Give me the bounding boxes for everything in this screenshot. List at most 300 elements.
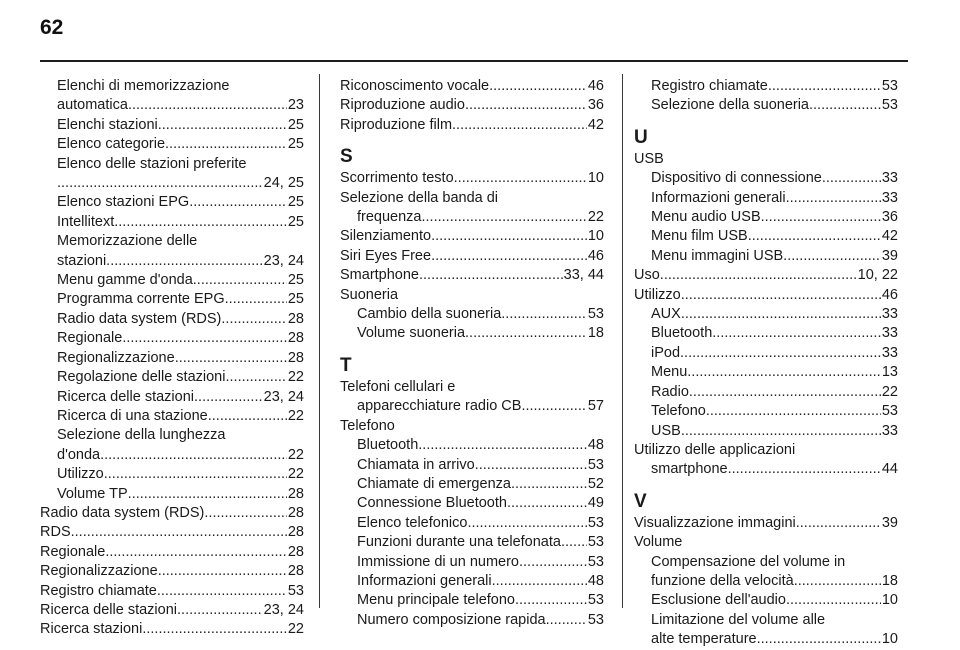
page-number: 62 xyxy=(40,16,64,39)
index-entry xyxy=(340,169,604,188)
column-divider xyxy=(319,74,320,608)
dot-leader xyxy=(561,533,587,552)
page-reference: 10 xyxy=(587,170,604,187)
dot-leader xyxy=(142,620,287,639)
index-term: Volume TP xyxy=(57,485,128,502)
index-entry xyxy=(340,227,604,246)
dot-leader xyxy=(106,252,263,271)
index-entry-line xyxy=(40,252,304,271)
page-reference: 25 xyxy=(287,116,304,133)
index-entry xyxy=(634,533,898,552)
index-entry-line xyxy=(40,368,304,387)
index-entry-line xyxy=(340,208,604,227)
dot-leader xyxy=(165,135,287,154)
dot-leader xyxy=(193,271,287,290)
index-entry xyxy=(340,96,604,115)
page-reference: 53 xyxy=(587,534,604,551)
page-reference: 24, 25 xyxy=(263,175,304,192)
page-reference: 23, 24 xyxy=(263,601,304,618)
page-reference: 22 xyxy=(287,407,304,424)
index-term: Scorrimento testo xyxy=(340,170,454,187)
index-term: Uso xyxy=(634,267,660,284)
page-reference: 46 xyxy=(881,286,898,303)
index-entry xyxy=(40,213,304,232)
section-letter: S xyxy=(340,146,353,168)
index-entry-line xyxy=(634,208,898,227)
index-entry xyxy=(340,494,604,513)
dot-leader xyxy=(128,485,287,504)
dot-leader xyxy=(507,494,587,513)
dot-leader xyxy=(689,383,881,402)
index-entry xyxy=(40,290,304,309)
dot-leader xyxy=(467,514,586,533)
dot-leader xyxy=(158,116,287,135)
page-reference: 52 xyxy=(587,475,604,492)
index-entry-line xyxy=(340,227,604,246)
index-term: Dispositivo di connessione xyxy=(651,170,822,187)
dot-leader xyxy=(681,286,881,305)
index-term: Memorizzazione delle xyxy=(57,233,198,250)
page-reference: 33 xyxy=(881,325,898,342)
index-entry xyxy=(40,310,304,329)
index-entry xyxy=(634,402,898,421)
index-entry xyxy=(340,247,604,266)
index-term: Selezione della suoneria xyxy=(651,97,809,114)
index-entry-line xyxy=(340,77,604,96)
index-entry-line xyxy=(40,77,304,96)
index-term: Bluetooth xyxy=(357,437,419,454)
index-entry xyxy=(634,611,898,650)
dot-leader xyxy=(519,553,587,572)
index-term: Registro chiamate xyxy=(651,78,768,94)
index-term: Riproduzione film xyxy=(340,116,453,133)
index-term: Elenco categorie xyxy=(57,136,166,153)
index-entry xyxy=(40,504,304,523)
page-reference: 33 xyxy=(881,306,898,323)
index-term: Volume suoneria xyxy=(357,325,466,342)
index-entry-line xyxy=(634,266,898,285)
dot-leader xyxy=(768,77,881,96)
page-reference: 36 xyxy=(587,97,604,114)
page-reference: 23, 24 xyxy=(263,388,304,405)
index-term: Utilizzo xyxy=(634,286,681,303)
index-entry xyxy=(634,208,898,227)
index-entry-line xyxy=(634,422,898,441)
index-entry-line xyxy=(340,591,604,610)
dot-leader xyxy=(221,310,286,329)
dot-leader xyxy=(465,324,587,343)
page-reference: 42 xyxy=(881,228,898,245)
dot-leader xyxy=(177,601,263,620)
index-entry xyxy=(40,543,304,562)
index-entry-line xyxy=(40,193,304,212)
index-entry-line xyxy=(340,572,604,591)
dot-leader xyxy=(454,169,587,188)
index-entry xyxy=(40,193,304,212)
index-entry xyxy=(634,324,898,343)
header-rule xyxy=(40,60,908,62)
index-entry-line xyxy=(40,174,304,193)
index-entry-line xyxy=(40,349,304,368)
index-entry-line xyxy=(40,582,304,601)
index-entry-line xyxy=(340,247,604,266)
index-entry xyxy=(340,456,604,475)
page-reference: 53 xyxy=(287,582,304,599)
index-term: Elenco stazioni EPG xyxy=(57,194,190,211)
index-entry-line xyxy=(340,324,604,343)
index-entry xyxy=(40,232,304,271)
index-entry xyxy=(340,572,604,591)
dot-leader xyxy=(511,475,587,494)
index-term: Informazioni generali xyxy=(651,189,786,206)
dot-leader xyxy=(128,96,287,115)
index-entry-line xyxy=(340,305,604,324)
index-entry xyxy=(340,475,604,494)
index-entry xyxy=(40,426,304,465)
index-entry xyxy=(340,77,604,96)
index-entry xyxy=(634,514,898,533)
index-entry-line xyxy=(634,553,898,572)
index-term: Informazioni generali xyxy=(357,572,492,589)
index-entry xyxy=(634,169,898,188)
index-entry-line xyxy=(340,417,604,436)
index-entry-line xyxy=(634,611,898,630)
dot-leader xyxy=(419,266,563,285)
index-entry-line xyxy=(634,460,898,479)
index-entry-line xyxy=(634,324,898,343)
page-reference: 13 xyxy=(881,364,898,381)
index-term: AUX xyxy=(651,306,681,323)
index-entry-line xyxy=(40,465,304,484)
dot-leader xyxy=(104,465,287,484)
page-reference: 53 xyxy=(587,456,604,473)
dot-leader xyxy=(225,290,287,309)
index-term: Menu film USB xyxy=(651,228,748,245)
index-column-1 xyxy=(40,77,304,640)
index-entry xyxy=(634,553,898,592)
index-entry-line xyxy=(40,290,304,309)
index-entry-line xyxy=(634,572,898,591)
index-entry xyxy=(634,441,898,480)
index-term: automatica xyxy=(57,97,128,114)
index-term: Programma corrente EPG xyxy=(57,291,225,308)
index-entry-line xyxy=(40,426,304,445)
index-term: Menu principale telefono xyxy=(357,592,515,609)
index-term: Regolazione delle stazioni xyxy=(57,369,226,386)
index-entry-line xyxy=(634,363,898,382)
index-entry xyxy=(340,436,604,455)
index-entry-line xyxy=(634,169,898,188)
dot-leader xyxy=(204,504,286,523)
index-entry-line xyxy=(634,189,898,208)
index-entry-line xyxy=(634,441,898,460)
page-reference: 10 xyxy=(881,631,898,648)
page-reference: 23, 24 xyxy=(263,252,304,269)
index-entry-line xyxy=(634,591,898,610)
index-term: Volume xyxy=(634,534,683,551)
index-entry-line xyxy=(634,286,898,305)
section-letter: U xyxy=(634,126,648,148)
index-entry xyxy=(40,116,304,135)
page-reference: 53 xyxy=(881,97,898,114)
index-term: Utilizzo delle applicazioni xyxy=(634,441,796,458)
dot-leader xyxy=(225,368,286,387)
page-reference: 57 xyxy=(587,398,604,415)
index-entry xyxy=(634,383,898,402)
index-term: Chiamate di emergenza xyxy=(357,475,511,492)
dot-leader xyxy=(521,397,586,416)
index-entry-line xyxy=(40,562,304,581)
dot-leader xyxy=(712,324,881,343)
index-entry xyxy=(634,305,898,324)
index-entry xyxy=(40,388,304,407)
index-term: Suoneria xyxy=(340,286,399,303)
index-entry-line xyxy=(340,286,604,305)
index-entry-line xyxy=(340,456,604,475)
index-term: apparecchiature radio CB xyxy=(357,398,522,415)
dot-leader xyxy=(728,460,881,479)
page-reference: 28 xyxy=(287,563,304,580)
page-reference: 25 xyxy=(287,291,304,308)
index-entry-line xyxy=(40,407,304,426)
dot-leader xyxy=(757,630,881,649)
index-term: Regionalizzazione xyxy=(57,349,175,366)
index-term: Bluetooth xyxy=(651,325,713,342)
index-term: Radio data system (RDS) xyxy=(57,310,222,327)
index-term: smartphone xyxy=(651,461,728,478)
index-entry xyxy=(340,514,604,533)
index-entry-line xyxy=(40,213,304,232)
index-entry xyxy=(40,485,304,504)
index-entry-line xyxy=(634,247,898,266)
index-entry-line xyxy=(40,388,304,407)
index-entry-line xyxy=(634,344,898,363)
index-entry xyxy=(40,155,304,194)
index-entry-line xyxy=(40,135,304,154)
page-reference: 53 xyxy=(881,78,898,94)
page-reference: 22 xyxy=(287,466,304,483)
page-reference: 22 xyxy=(587,209,604,226)
index-entry xyxy=(340,378,604,417)
index-term: Compensazione del volume in xyxy=(651,553,846,570)
index-entry-line xyxy=(340,553,604,572)
index-entry-line xyxy=(634,533,898,552)
index-entry-line xyxy=(634,227,898,246)
index-term: funzione della velocità xyxy=(651,572,794,589)
index-entry xyxy=(340,286,604,305)
index-term: Ricerca stazioni xyxy=(40,621,143,638)
dot-leader xyxy=(194,388,263,407)
dot-leader xyxy=(452,116,587,135)
dot-leader xyxy=(475,456,587,475)
page-reference: 36 xyxy=(881,209,898,226)
index-entry xyxy=(340,189,604,228)
index-entry xyxy=(40,523,304,542)
index-term: stazioni xyxy=(57,252,107,269)
index-entry-line xyxy=(40,523,304,542)
index-entry xyxy=(634,591,898,610)
page-reference: 53 xyxy=(881,403,898,420)
dot-leader xyxy=(158,562,287,581)
index-entry-line xyxy=(340,189,604,208)
dot-leader xyxy=(660,266,857,285)
index-entry-line xyxy=(634,383,898,402)
index-entry xyxy=(40,407,304,426)
index-entry xyxy=(340,266,604,285)
page-reference: 44 xyxy=(881,461,898,478)
dot-leader xyxy=(748,227,881,246)
index-entry xyxy=(634,189,898,208)
index-term: Intellitext xyxy=(57,213,115,230)
index-entry-line xyxy=(40,232,304,251)
index-term: Elenco delle stazioni preferite xyxy=(57,155,247,172)
index-term: Elenco telefonico xyxy=(357,514,468,531)
dot-leader xyxy=(501,305,587,324)
index-term: USB xyxy=(651,422,681,439)
dot-leader xyxy=(786,591,881,610)
index-term: RDS xyxy=(40,524,71,541)
index-entry-line xyxy=(40,116,304,135)
index-term: Silenziamento xyxy=(340,228,432,245)
page-reference: 10 xyxy=(881,592,898,609)
index-term: Menu audio USB xyxy=(651,209,761,226)
page-reference: 28 xyxy=(287,485,304,502)
index-entry xyxy=(634,266,898,285)
page-reference: 33 xyxy=(881,344,898,361)
page-reference: 28 xyxy=(287,349,304,366)
page-reference: 28 xyxy=(287,524,304,541)
index-entry-line xyxy=(40,310,304,329)
dot-leader xyxy=(786,189,881,208)
index-term: Regionale xyxy=(40,543,106,560)
index-term: Telefono xyxy=(340,417,395,434)
index-term: Registro chiamate xyxy=(40,582,157,599)
page-reference: 18 xyxy=(881,572,898,589)
index-term: Menu xyxy=(651,364,688,381)
index-term: Chiamata in arrivo xyxy=(357,456,475,473)
index-term: USB xyxy=(634,150,664,167)
dot-leader xyxy=(680,344,881,363)
index-entry xyxy=(40,135,304,154)
dot-leader xyxy=(422,208,587,227)
page-reference: 33 xyxy=(881,170,898,187)
index-entry-line xyxy=(340,611,604,630)
page-reference: 33, 44 xyxy=(563,267,604,284)
index-entry-line xyxy=(634,77,898,96)
index-term: Esclusione dell'audio xyxy=(651,592,786,609)
dot-leader xyxy=(492,572,587,591)
index-entry xyxy=(340,305,604,324)
page-reference: 28 xyxy=(287,330,304,347)
dot-leader xyxy=(114,213,287,232)
index-term: Limitazione del volume alle xyxy=(651,611,826,628)
index-entry-line xyxy=(40,155,304,174)
index-entry xyxy=(40,77,304,116)
page-reference: 53 xyxy=(587,306,604,323)
dot-leader xyxy=(465,96,587,115)
column-divider xyxy=(622,74,623,608)
dot-leader xyxy=(57,174,263,193)
section-letter: T xyxy=(340,354,352,376)
page-reference: 22 xyxy=(287,621,304,638)
page-reference: 25 xyxy=(287,213,304,230)
dot-leader xyxy=(681,305,881,324)
dot-leader xyxy=(546,611,587,630)
page-reference: 48 xyxy=(587,572,604,589)
index-term: Ricerca delle stazioni xyxy=(57,388,195,405)
page-reference: 46 xyxy=(587,247,604,264)
index-entry-line xyxy=(340,436,604,455)
index-entry xyxy=(340,417,604,436)
index-entry-line xyxy=(40,543,304,562)
index-term: Menu immagini USB xyxy=(651,247,784,264)
dot-leader xyxy=(796,514,881,533)
page-reference: 22 xyxy=(881,383,898,400)
index-column-3 xyxy=(634,77,898,650)
index-term: Riproduzione audio xyxy=(340,97,465,114)
index-entry-line xyxy=(340,96,604,115)
index-entry-line xyxy=(340,169,604,188)
page-reference: 42 xyxy=(587,116,604,133)
index-entry-line xyxy=(340,475,604,494)
index-entry xyxy=(340,553,604,572)
index-term: Radio data system (RDS) xyxy=(40,504,205,521)
index-term: Ricerca di una stazione xyxy=(57,407,208,424)
dot-leader xyxy=(189,193,287,212)
page-reference: 25 xyxy=(287,272,304,289)
index-term: d'onda xyxy=(57,446,101,463)
index-entry xyxy=(40,349,304,368)
index-term: Numero composizione rapida xyxy=(357,611,546,628)
index-entry xyxy=(40,271,304,290)
index-entry-line xyxy=(340,378,604,397)
page-reference: 23 xyxy=(287,97,304,114)
index-entry-line xyxy=(340,494,604,513)
page-reference: 25 xyxy=(287,136,304,153)
page-reference: 48 xyxy=(587,437,604,454)
index-entry xyxy=(634,77,898,96)
index-entry-line xyxy=(340,533,604,552)
index-entry xyxy=(634,286,898,305)
index-term: Visualizzazione immagini xyxy=(634,514,796,531)
index-entry xyxy=(634,344,898,363)
page-reference: 28 xyxy=(287,504,304,521)
index-term: Regionale xyxy=(57,330,123,347)
dot-leader xyxy=(122,329,287,348)
index-entry-line xyxy=(634,150,898,169)
page-reference: 53 xyxy=(587,553,604,570)
index-entry-line xyxy=(40,271,304,290)
index-entry-line xyxy=(40,329,304,348)
index-term: Elenchi stazioni xyxy=(57,116,158,133)
dot-leader xyxy=(515,591,587,610)
index-entry xyxy=(340,611,604,630)
index-entry xyxy=(634,247,898,266)
dot-leader xyxy=(706,402,881,421)
index-term: Elenchi di memorizzazione xyxy=(57,78,230,94)
page-reference: 53 xyxy=(587,514,604,531)
page-reference: 39 xyxy=(881,514,898,531)
index-entry xyxy=(340,116,604,135)
index-term: Funzioni durante una telefonata xyxy=(357,534,561,551)
index-entry xyxy=(40,620,304,639)
dot-leader xyxy=(418,436,587,455)
dot-leader xyxy=(100,446,287,465)
index-entry xyxy=(340,533,604,552)
index-entry-line xyxy=(634,96,898,115)
index-entry xyxy=(340,324,604,343)
dot-leader xyxy=(431,227,587,246)
